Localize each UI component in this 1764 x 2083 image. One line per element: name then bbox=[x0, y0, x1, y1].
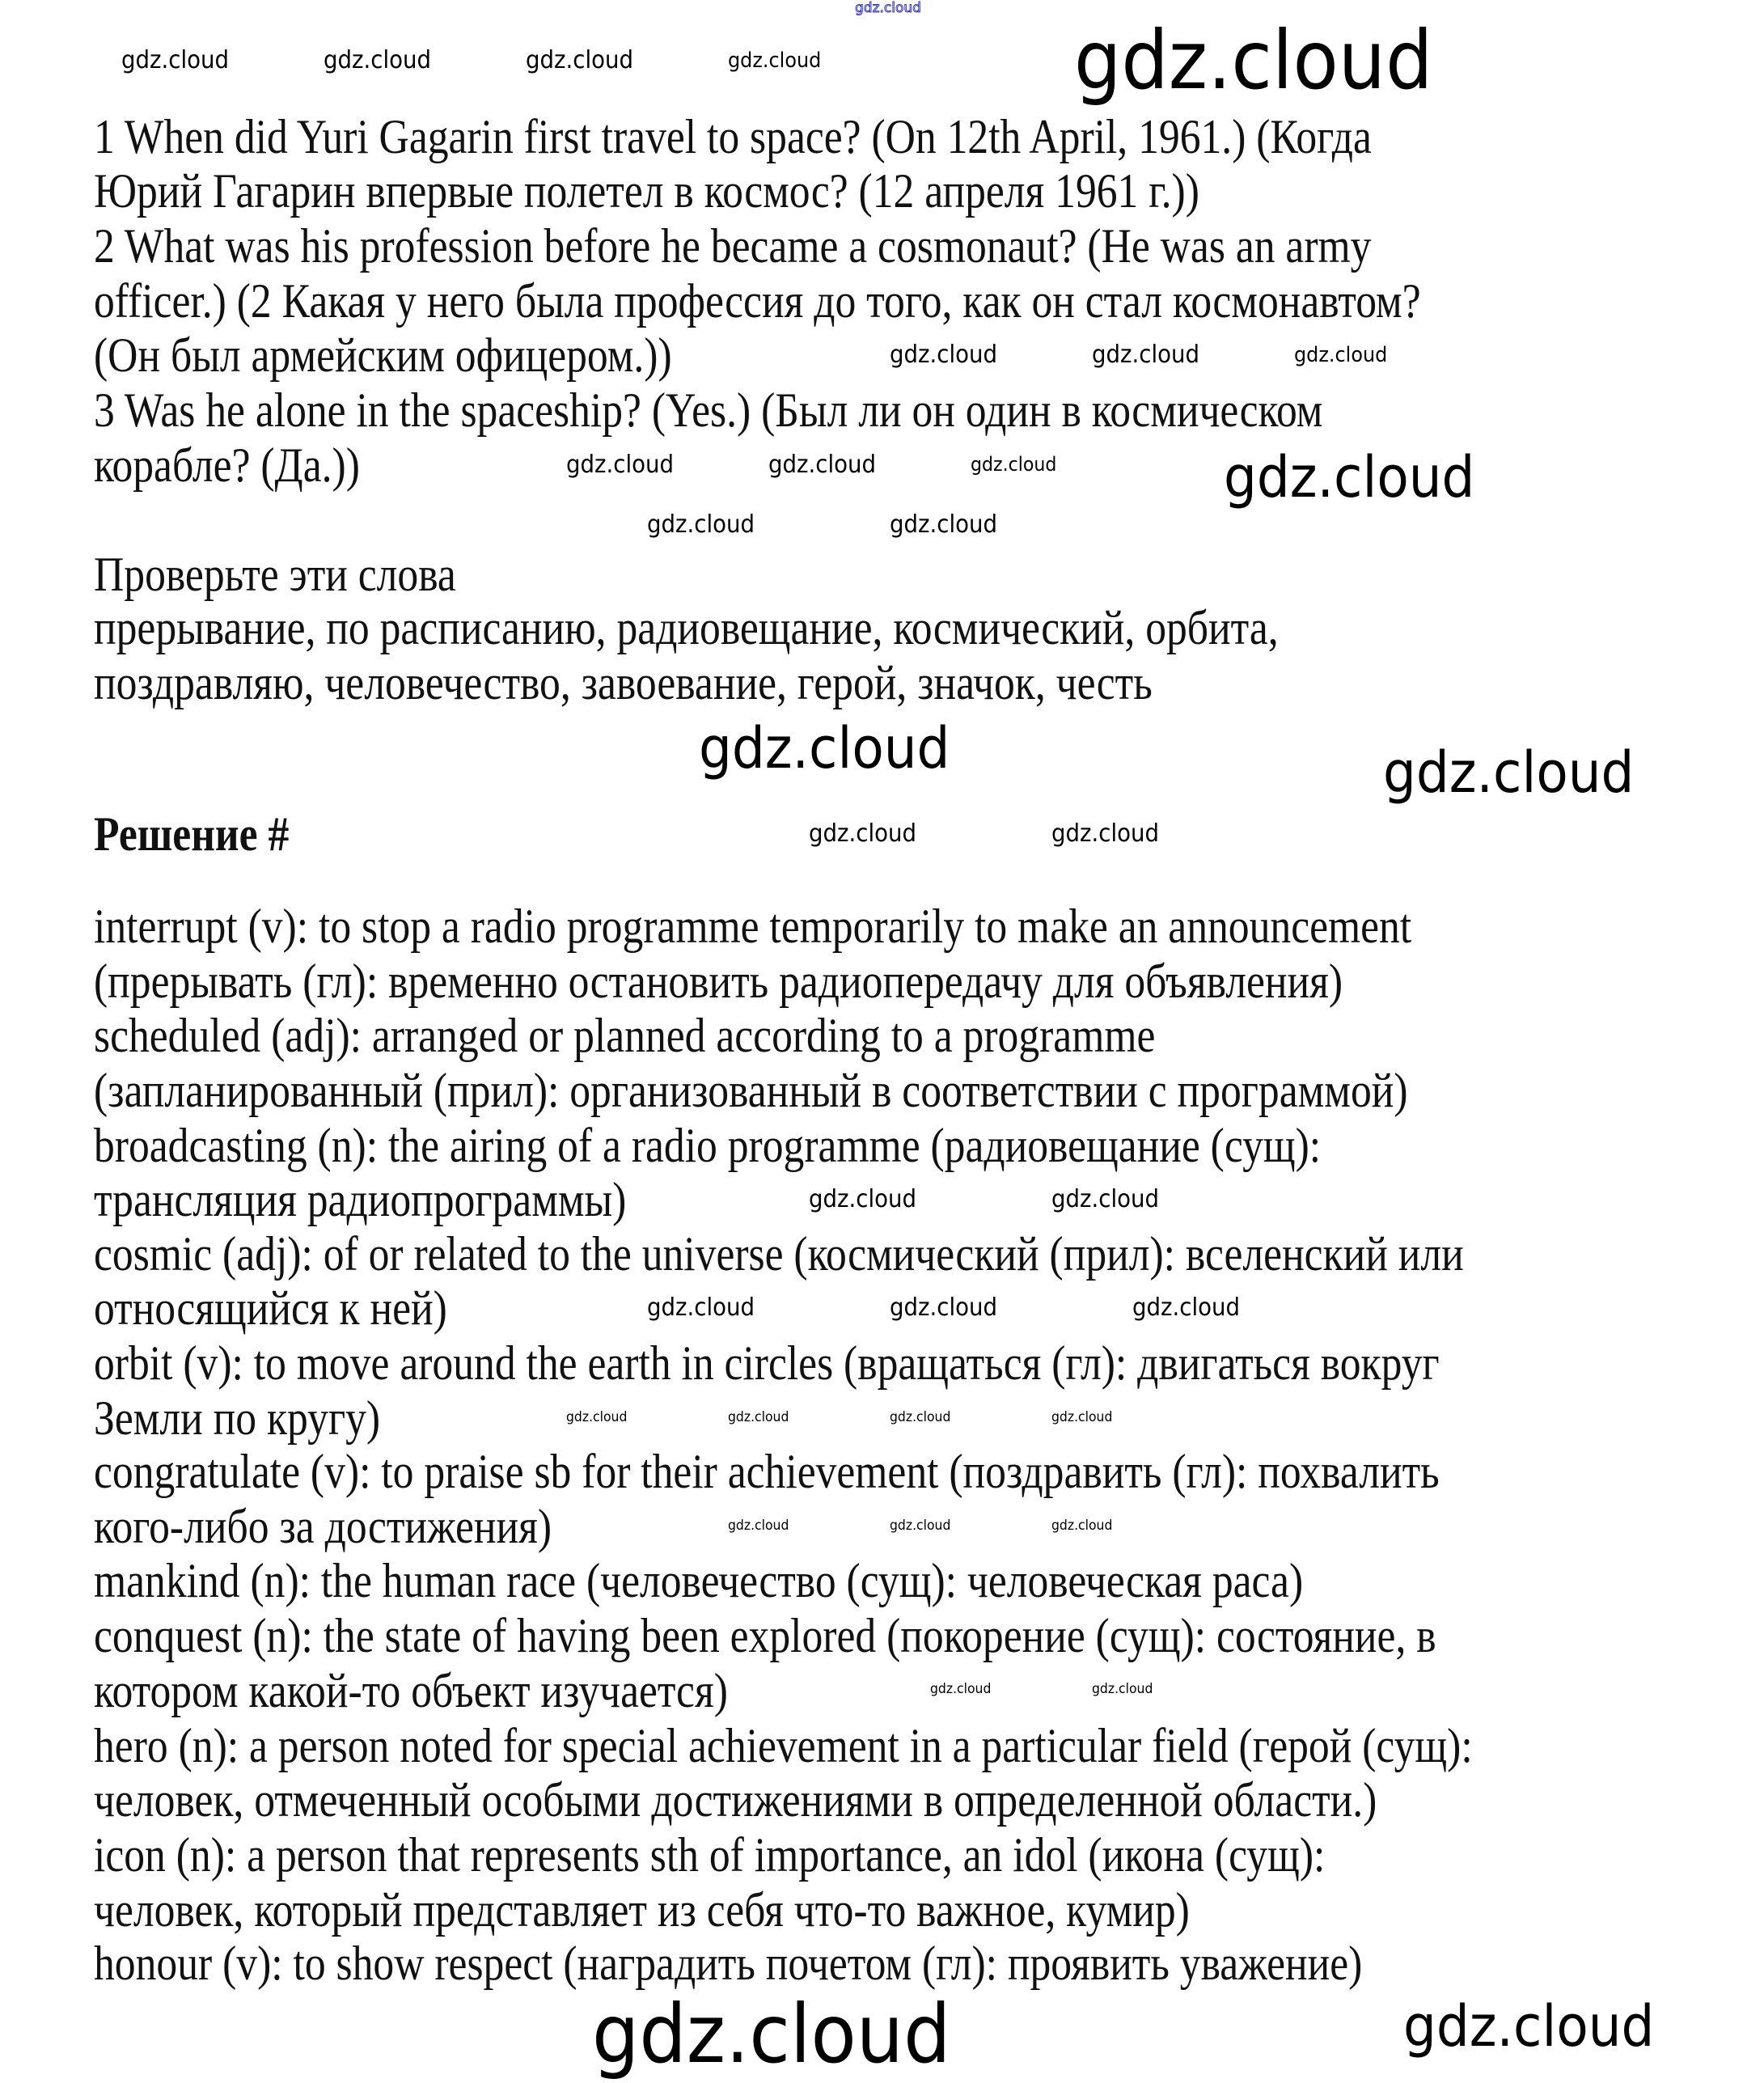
watermark: gdz.cloud bbox=[1051, 819, 1160, 848]
question-line: officer.) (2 Какая у него была профессия до того, как он стал космонавтом? bbox=[94, 274, 1421, 328]
watermark: gdz.cloud bbox=[890, 1518, 951, 1534]
watermark: gdz.cloud bbox=[566, 451, 675, 479]
solution-line: interrupt (v): to stop a radio programme temporarily to make an announcement bbox=[94, 900, 1412, 953]
solution-line: congratulate (v): to praise sb for their achievement (поздравить (гл): похвалить bbox=[94, 1445, 1440, 1498]
solution-line: mankind (n): the human race (человечество (сущ): человеческая раса) bbox=[94, 1554, 1304, 1607]
solution-line: Земли по кругу) bbox=[94, 1391, 381, 1445]
question-line: 1 When did Yuri Gagarin first travel to space? (On 12th April, 1961.) (Когда bbox=[94, 110, 1372, 163]
watermark: gdz.cloud bbox=[566, 1409, 628, 1425]
watermark: gdz.cloud bbox=[647, 510, 755, 539]
question-line: (Он был армейским офицером.)) bbox=[94, 328, 672, 382]
watermark: gdz.cloud bbox=[890, 1409, 951, 1425]
watermark: gdz.cloud bbox=[526, 46, 634, 74]
watermark: gdz.cloud bbox=[1051, 1185, 1160, 1213]
watermark: gdz.cloud bbox=[728, 1518, 789, 1534]
watermark: gdz.cloud bbox=[699, 715, 950, 781]
solution-line: трансляция радиопрограммы) bbox=[94, 1173, 627, 1226]
check-words-line: прерывание, по расписанию, радиовещание, космический, орбита, bbox=[94, 601, 1279, 654]
solution-line: orbit (v): to move around the earth in circles (вращаться (гл): двигаться вокруг bbox=[94, 1336, 1440, 1390]
solution-line: (запланированный (прил): организованный в соответствии с программой) bbox=[94, 1064, 1408, 1117]
watermark: gdz.cloud bbox=[324, 46, 432, 74]
watermark: gdz.cloud bbox=[647, 1293, 755, 1322]
watermark: gdz.cloud bbox=[728, 1409, 789, 1425]
check-words-title: Проверьте эти слова bbox=[94, 548, 456, 601]
solution-line: человек, отмеченный особыми достижениями в определенной области.) bbox=[94, 1773, 1377, 1827]
question-line: корабле? (Да.)) bbox=[94, 438, 360, 492]
question-line: 2 What was his profession before he became a cosmonaut? (He was an army bbox=[94, 219, 1372, 273]
solution-line: honour (v): to show respect (наградить почетом (гл): проявить уважение) bbox=[94, 1937, 1363, 1990]
watermark: gdz.cloud bbox=[890, 510, 998, 539]
watermark: gdz.cloud bbox=[1051, 1409, 1113, 1425]
watermark: gdz.cloud bbox=[890, 1293, 998, 1322]
solution-line: относящийся к ней) bbox=[94, 1281, 447, 1335]
watermark: gdz.cloud bbox=[809, 819, 917, 848]
solution-line: broadcasting (n): the airing of a radio programme (радиовещание (сущ): bbox=[94, 1119, 1322, 1172]
solution-line: человек, который представляет из себя что-то важное, кумир) bbox=[94, 1883, 1190, 1937]
watermark: gdz.cloud bbox=[1294, 343, 1388, 367]
solution-line: conquest (n): the state of having been explored (покорение (сущ): состояние, в bbox=[94, 1609, 1436, 1662]
solution-heading: Решение # bbox=[94, 807, 290, 861]
watermark: gdz.cloud bbox=[1383, 739, 1635, 806]
watermark: gdz.cloud bbox=[1132, 1293, 1241, 1322]
watermark: gdz.cloud bbox=[1051, 1518, 1113, 1534]
solution-line: котором какой-то объект изучается) bbox=[94, 1664, 728, 1717]
solution-line: hero (n): a person noted for special achievement in a particular field (герой (сущ): bbox=[94, 1719, 1473, 1772]
watermark: gdz.cloud bbox=[728, 49, 822, 73]
watermark: gdz.cloud bbox=[971, 453, 1057, 476]
top-watermark: gdz.cloud bbox=[855, 0, 921, 16]
watermark: gdz.cloud bbox=[1092, 341, 1200, 369]
watermark: gdz.cloud bbox=[809, 1185, 917, 1213]
check-words-line: поздравляю, человечество, завоевание, герой, значок, честь bbox=[94, 656, 1153, 709]
solution-line: icon (n): a person that represents sth of importance, an idol (икона (сущ): bbox=[94, 1828, 1326, 1882]
watermark: gdz.cloud bbox=[930, 1681, 992, 1697]
solution-line: cosmic (adj): of or related to the universe (космический (прил): вселенский или bbox=[94, 1227, 1464, 1281]
solution-line: кого-либо за достижения) bbox=[94, 1500, 552, 1553]
watermark: gdz.cloud bbox=[768, 451, 877, 479]
watermark: gdz.cloud bbox=[121, 46, 230, 74]
watermark: gdz.cloud bbox=[1092, 1681, 1153, 1697]
question-line: Юрий Гагарин впервые полетел в космос? (12 апреля 1961 г.)) bbox=[94, 164, 1199, 218]
watermark: gdz.cloud bbox=[1403, 1993, 1655, 2060]
watermark: gdz.cloud bbox=[890, 341, 998, 369]
watermark: gdz.cloud bbox=[1074, 13, 1433, 108]
solution-line: scheduled (adj): arranged or planned according to a programme bbox=[94, 1009, 1156, 1062]
solution-line: (прерывать (гл): временно остановить радиопередачу для объявления) bbox=[94, 955, 1343, 1008]
watermark: gdz.cloud bbox=[592, 1987, 951, 2081]
question-line: 3 Was he alone in the spaceship? (Yes.) (Был ли он один в космическом bbox=[94, 383, 1323, 437]
watermark: gdz.cloud bbox=[1224, 444, 1475, 510]
